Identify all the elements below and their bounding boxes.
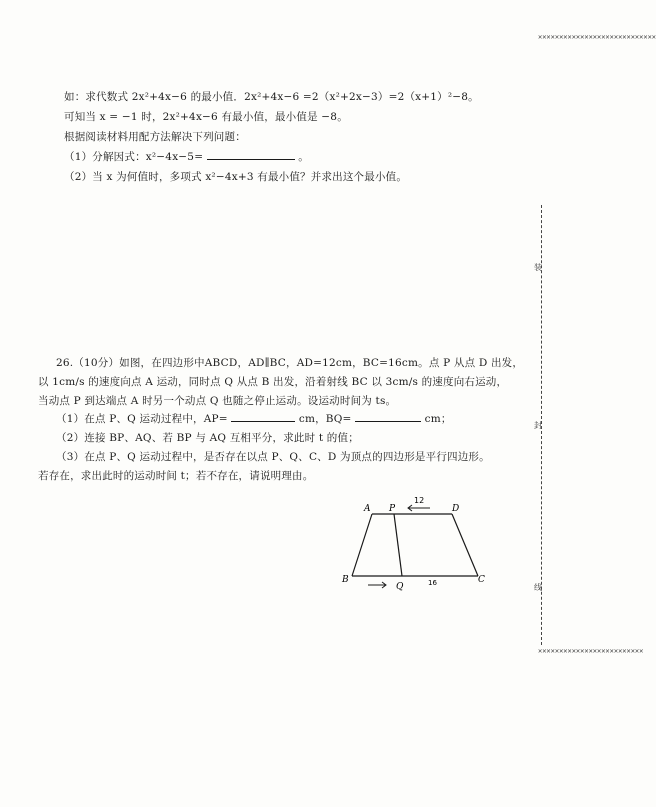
binding-x-marks-bottom: ✕✕✕✕✕✕✕✕✕✕✕✕✕✕✕✕✕✕✕✕✕✕✕✕✕ <box>538 647 644 655</box>
question-1-text: （1）分解因式：x²−4x−5= <box>64 151 204 163</box>
label-b: B <box>342 575 349 585</box>
example-line-3: 根据阅读材料用配方法解决下列问题： <box>64 131 246 143</box>
question-2: （2）当 x 为何值时，多项式 x²−4x+3 有最小值？并求出这个最小值。 <box>64 171 408 183</box>
problem-26-line-1: 26.（10分）如图，在四边形中ABCD，AD∥BC，AD=12cm，BC=16cm。点 P 从点 D 出发， <box>56 357 524 369</box>
answer-blank-1[interactable] <box>207 159 295 160</box>
problem-26-q2: （2）连接 BP、AQ、若 BP 与 AQ 互相平分，求此时 t 的值； <box>56 432 359 444</box>
binding-x-marks-top: ✕✕✕✕✕✕✕✕✕✕✕✕✕✕✕✕✕✕✕✕✕✕✕✕✕✕✕✕ <box>538 33 656 41</box>
handwritten-16: 16 <box>428 579 437 587</box>
label-q: Q <box>396 582 404 592</box>
side-dc <box>452 514 478 576</box>
problem-26-q3-line-2: 若存在，求出此时的运动时间 t；若不存在，请说明理由。 <box>38 470 314 482</box>
problem-26-q1 <box>56 412 452 426</box>
question-1 <box>64 150 309 164</box>
q1-part-c: cm； <box>424 413 452 425</box>
label-c: C <box>478 575 485 585</box>
binding-label-3: 线 <box>534 583 542 592</box>
label-d: D <box>452 504 460 514</box>
question-1-end: 。 <box>298 151 309 163</box>
binding-label-1: 装 <box>534 263 542 272</box>
example-line-2: 可知当 x = −1 时，2x²+4x−6 有最小值，最小值是 −8。 <box>64 111 348 123</box>
label-a: A <box>364 504 371 514</box>
problem-26-q3-line-1: （3）在点 P、Q 运动过程中，是否存在以点 P、Q、C、D 为顶点的四边形是平行四边形。 <box>56 451 490 463</box>
problem-26-line-3: 当动点 P 到达端点 A 时另一个动点 Q 也随之停止运动。设运动时间为 ts。 <box>38 395 397 407</box>
ap-answer-blank[interactable] <box>231 421 295 422</box>
q1-part-b: cm，BQ= <box>298 413 352 425</box>
handwritten-12: 12 <box>414 496 425 505</box>
segment-pq <box>394 514 402 576</box>
binding-label-2: 封 <box>534 421 542 430</box>
example-line-1: 如：求代数式 2x²+4x−6 的最小值．2x²+4x−6 =2（x²+2x−3）=2（x+1）²−8。 <box>64 91 479 103</box>
label-p: P <box>389 504 396 514</box>
side-ab <box>352 514 372 576</box>
q1-part-a: （1）在点 P、Q 运动过程中，AP= <box>56 413 228 425</box>
problem-26-line-2: 以 1cm/s 的速度向点 A 运动，同时点 Q 从点 B 出发，沿着射线 BC 以 3cm/s 的速度向右运动， <box>38 376 508 388</box>
bq-answer-blank[interactable] <box>355 421 421 422</box>
trapezoid-figure <box>330 495 510 605</box>
